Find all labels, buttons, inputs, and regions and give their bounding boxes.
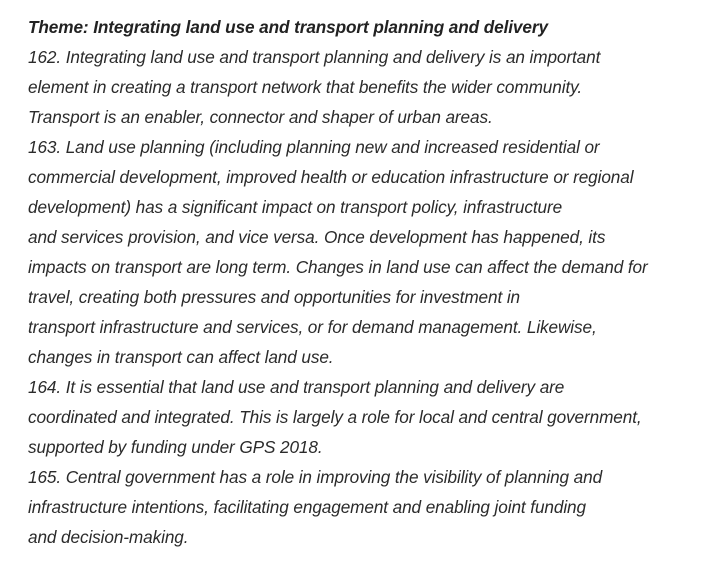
paragraph-line: travel, creating both pressures and opportunities for investment in	[28, 287, 521, 307]
paragraph-line: 163. Land use planning (including planning new and increased residential or	[28, 137, 600, 157]
theme-heading: Theme: Integrating land use and transport planning and delivery	[28, 17, 548, 37]
paragraph-line: and services provision, and vice versa. Once development has happened, its	[28, 227, 606, 247]
paragraph-line: Transport is an enabler, connector and shaper of urban areas.	[28, 107, 493, 127]
paragraph-line: changes in transport can affect land use.	[28, 347, 334, 367]
paragraph-line: commercial development, improved health or education infrastructure or regional	[28, 167, 634, 187]
paragraph-line: development) has a significant impact on transport policy, infrastructure	[28, 197, 563, 217]
paragraph-line: supported by funding under GPS 2018.	[28, 437, 323, 457]
paragraph-line: 162. Integrating land use and transport planning and delivery is an important	[28, 47, 601, 67]
paragraph-line: infrastructure intentions, facilitating engagement and enabling joint funding	[28, 497, 586, 517]
paragraph-line: coordinated and integrated. This is largely a role for local and central government,	[28, 407, 642, 427]
paragraph-line: 164. It is essential that land use and transport planning and delivery are	[28, 377, 565, 397]
paragraph-line: impacts on transport are long term. Changes in land use can affect the demand for	[28, 257, 648, 277]
paragraph-line: element in creating a transport network that benefits the wider community.	[28, 77, 583, 97]
paragraph-line: transport infrastructure and services, or for demand management. Likewise,	[28, 317, 597, 337]
paragraph-line: and decision-making.	[28, 527, 189, 547]
paragraph-line: 165. Central government has a role in improving the visibility of planning and	[28, 467, 603, 487]
